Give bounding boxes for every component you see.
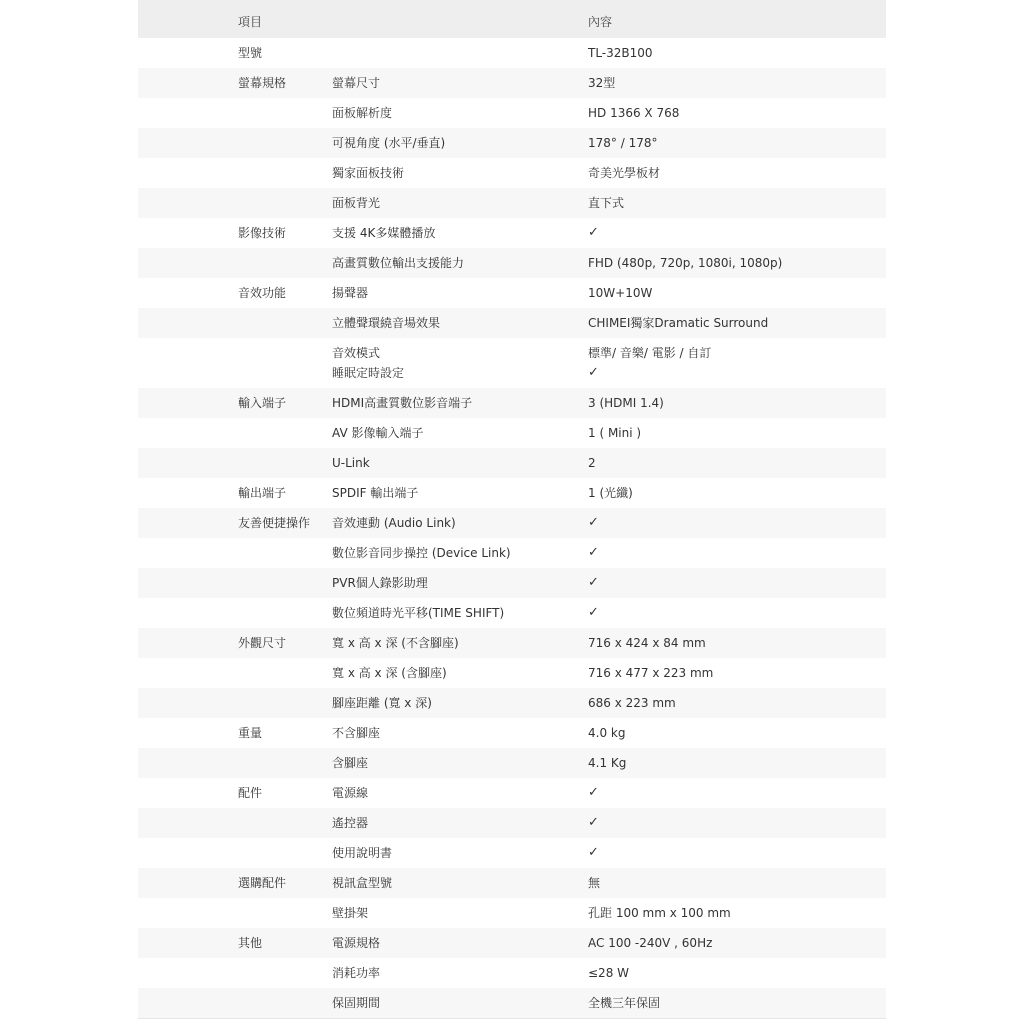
row-spec-name: 含腳座	[332, 756, 369, 770]
row-spec-name: 遙控器	[332, 816, 369, 830]
row-spec-value: 716 x 424 x 84 mm	[588, 636, 706, 650]
row-category: 型號	[238, 46, 263, 60]
row-category: 輸入端子	[238, 396, 287, 410]
table-row	[138, 658, 886, 688]
checkmark-icon: ✓	[588, 815, 599, 830]
row-category: 螢幕規格	[238, 76, 287, 90]
row-spec-name: 腳座距離 (寬 x 深)	[332, 696, 432, 710]
table-row	[138, 478, 886, 508]
table-row	[138, 568, 886, 598]
checkmark-icon: ✓	[588, 515, 599, 530]
row-spec-name: 寬 x 高 x 深 (不含腳座)	[332, 636, 459, 650]
row-spec-value: 4.1 Kg	[588, 756, 627, 770]
row-spec-name: 消耗功率	[332, 966, 381, 980]
header-item-label: 項目	[238, 15, 263, 29]
row-spec-name	[332, 343, 404, 383]
row-category: 其他	[238, 936, 263, 950]
table-row	[138, 928, 886, 958]
row-spec-value: 全機三年保固	[588, 996, 661, 1010]
row-spec-name: 螢幕尺寸	[332, 76, 381, 90]
table-row	[138, 598, 886, 628]
header-content-label: 內容	[588, 15, 613, 29]
row-spec-value: 3 (HDMI 1.4)	[588, 396, 664, 410]
table-row	[138, 218, 886, 248]
row-spec-value: 1 ( Mini )	[588, 426, 642, 440]
row-spec-value: 2	[588, 456, 596, 470]
row-spec-value: AC 100 -240V , 60Hz	[588, 936, 713, 950]
table-row	[138, 718, 886, 748]
row-spec-name: SPDIF 輸出端子	[332, 486, 419, 500]
row-category: 選購配件	[238, 876, 287, 890]
row-category: 音效功能	[238, 286, 287, 300]
row-spec-value-line: 標準/ 音樂/ 電影 / 自訂	[588, 346, 712, 360]
table-row	[138, 158, 886, 188]
row-spec-name: 面板解析度	[332, 106, 393, 120]
table-row	[138, 538, 886, 568]
row-spec-name: 數位頻道時光平移(TIME SHIFT)	[332, 606, 505, 620]
row-spec-name-line: 睡眠定時設定	[332, 366, 405, 380]
row-spec-value: CHIMEI獨家Dramatic Surround	[588, 316, 769, 330]
row-spec-value: 無	[588, 876, 601, 890]
row-spec-name: 支援 4K多媒體播放	[332, 226, 436, 240]
table-header	[138, 0, 886, 38]
row-spec-value: 奇美光學板材	[588, 166, 661, 180]
row-spec-name: 寬 x 高 x 深 (含腳座)	[332, 666, 447, 680]
row-spec-value	[588, 343, 711, 383]
table-row	[138, 248, 886, 278]
table-row	[138, 68, 886, 98]
table-row	[138, 448, 886, 478]
row-spec-name: 音效連動 (Audio Link)	[332, 516, 456, 530]
row-category: 外觀尺寸	[238, 636, 287, 650]
row-spec-value: TL-32B100	[588, 46, 653, 60]
row-spec-value: 686 x 223 mm	[588, 696, 676, 710]
table-row	[138, 958, 886, 988]
row-spec-name: 數位影音同步操控 (Device Link)	[332, 546, 511, 560]
row-spec-name: 壁掛架	[332, 906, 369, 920]
row-spec-value: 直下式	[588, 196, 625, 210]
table-row	[138, 508, 886, 538]
row-spec-value: ≤28 W	[588, 966, 630, 980]
checkmark-icon: ✓	[588, 365, 599, 380]
spec-table	[138, 0, 886, 1019]
table-row	[138, 988, 886, 1018]
row-spec-name: 保固期間	[332, 996, 381, 1010]
row-spec-name: HDMI高畫質數位影音端子	[332, 396, 473, 410]
row-spec-value: FHD (480p, 720p, 1080i, 1080p)	[588, 256, 783, 270]
table-row	[138, 688, 886, 718]
row-spec-name: 電源線	[332, 786, 369, 800]
row-spec-value: HD 1366 X 768	[588, 106, 680, 120]
checkmark-icon: ✓	[588, 785, 599, 800]
row-spec-value: 32型	[588, 76, 616, 90]
checkmark-icon: ✓	[588, 605, 599, 620]
table-row	[138, 388, 886, 418]
row-spec-name: 立體聲環繞音場效果	[332, 316, 441, 330]
row-spec-name: 使用說明書	[332, 846, 393, 860]
row-spec-name: 不含腳座	[332, 726, 381, 740]
table-row	[138, 778, 886, 808]
table-row	[138, 128, 886, 158]
row-spec-name: 電源規格	[332, 936, 381, 950]
checkmark-icon: ✓	[588, 225, 599, 240]
row-spec-name: PVR個人錄影助理	[332, 576, 428, 590]
table-row	[138, 308, 886, 338]
row-spec-name: AV 影像輸入端子	[332, 426, 424, 440]
row-spec-name: 揚聲器	[332, 286, 369, 300]
table-row	[138, 838, 886, 868]
row-spec-value: 10W+10W	[588, 286, 653, 300]
table-row	[138, 338, 886, 388]
table-row	[138, 188, 886, 218]
row-spec-value: 1 (光纖)	[588, 486, 633, 500]
row-category: 重量	[238, 726, 263, 740]
table-row	[138, 98, 886, 128]
row-spec-name: U-Link	[332, 456, 370, 470]
checkmark-icon: ✓	[588, 545, 599, 560]
table-row	[138, 868, 886, 898]
row-spec-name: 面板背光	[332, 196, 381, 210]
table-row	[138, 418, 886, 448]
row-spec-name: 可視角度 (水平/垂直)	[332, 136, 446, 150]
row-spec-name-line: 音效模式	[332, 346, 381, 360]
row-category: 輸出端子	[238, 486, 287, 500]
row-spec-value: 孔距 100 mm x 100 mm	[588, 906, 731, 920]
row-spec-name: 高畫質數位輸出支援能力	[332, 256, 465, 270]
table-body	[138, 38, 886, 1018]
row-spec-name: 視訊盒型號	[332, 876, 393, 890]
row-spec-name: 獨家面板技術	[332, 166, 405, 180]
row-spec-value: 4.0 kg	[588, 726, 626, 740]
table-row	[138, 748, 886, 778]
table-row	[138, 628, 886, 658]
row-spec-value: 716 x 477 x 223 mm	[588, 666, 714, 680]
table-row	[138, 38, 886, 68]
row-spec-value: 178° / 178°	[588, 136, 658, 150]
checkmark-icon: ✓	[588, 575, 599, 590]
table-row	[138, 278, 886, 308]
row-category: 友善便捷操作	[238, 516, 311, 530]
checkmark-icon: ✓	[588, 845, 599, 860]
row-category: 影像技術	[238, 226, 287, 240]
row-category: 配件	[238, 786, 263, 800]
table-row	[138, 898, 886, 928]
table-row	[138, 808, 886, 838]
